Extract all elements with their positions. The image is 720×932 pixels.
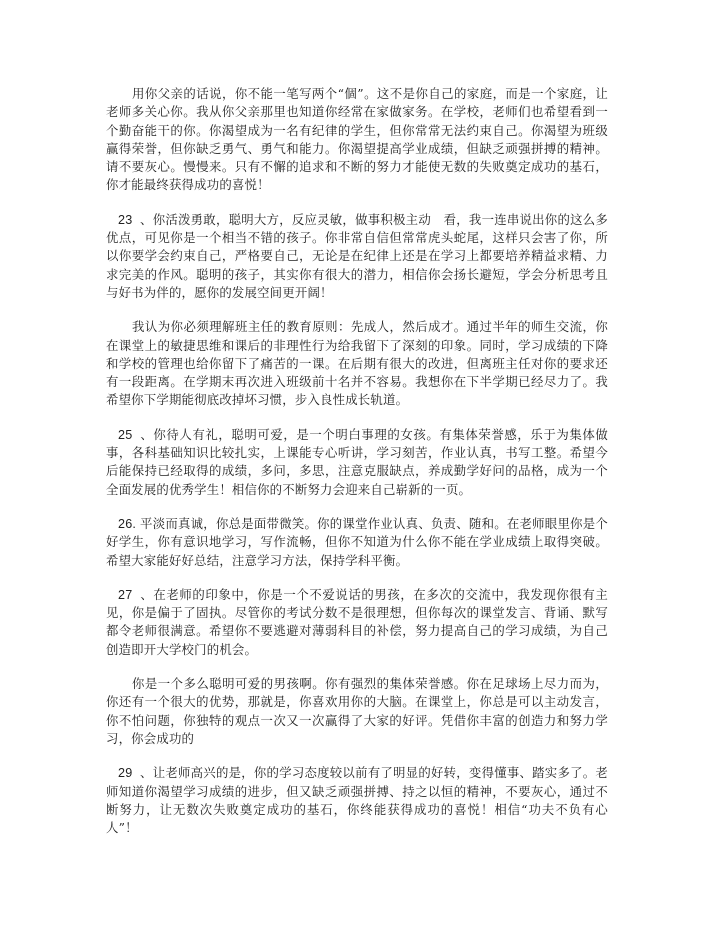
- paragraph-text: 平淡而真诚，你总是面带微笑。你的课堂作业认真、负责、随和。在老师眼里你是个好学生，你有意识地学习，写作流畅，但你不知道为什么你不能在学业成绩上取得突破。希望大家能好好总结，注意学习方法，保持学科平衡。: [106, 515, 608, 568]
- paragraph-3: [106, 318, 608, 409]
- paragraph-7: [106, 675, 608, 748]
- paragraph-text: 我认为你必须理解班主任的教育原则：先成人，然后成才。通过半年的师生交流，你在课堂上的敏捷思维和课后的非理性行为给我留下了深刻的印象。同时，学习成绩的下降和学校的管理也给你留下了痛苦的一课。在后期有很大的改进，但离班主任对你的要求还有一段距离。在学期末再次进入班级前十名并不容易。我想你在下半学期已经尽力了。我希望你下学期能彻底改掉坏习惯，步入良性成长轨道。: [106, 319, 608, 408]
- paragraph-number: 25: [118, 427, 133, 442]
- paragraph-text: 、你待人有礼，聪明可爱，是一个明白事理的女孩。有集体荣誉感，乐于为集体做事，各科基础知识比较扎实，上课能专心听讲，学习刻苦，作业认真，书写工整。希望今后能保持已经取得的成绩，多问，多思，注意克服缺点，养成勤学好问的品格，成为一个全面发展的优秀学生！相信你的不断努力会迎来自己崭新的一页。: [106, 426, 608, 497]
- paragraph-text: 、让老师高兴的是，你的学习态度较以前有了明显的好转，变得懂事、踏实多了。老师知道你渴望学习成绩的进步，但又缺乏顽强拼搏、持之以恒的精神，不要灰心，通过不断努力，让无数次失败奠定成功的基石，你终能获得成功的喜悦！相信“功夫不负有心人”！: [106, 765, 608, 836]
- paragraph-number: 23: [118, 212, 133, 227]
- paragraph-27: [106, 586, 608, 659]
- paragraph-29: [106, 764, 608, 837]
- paragraph-text: 、你活泼勇敢，聪明大方，反应灵敏，做事积极主动 看，我一连串说出你的这么多优点，可见你是一个相当不错的孩子。你非常自信但常常虎头蛇尾，这样只会害了你，所以你要学会约束自己，严格要自己，无论是在纪律上还是在学习上都要培养精益求精、力求完美的作风。聪明的孩子，其实你有很大的潜力，相信你会扬长避短，学会分析思考且与好书为伴的，愿你的发展空间更开阔！: [106, 211, 608, 300]
- paragraph-text: 你是一个多么聪明可爱的男孩啊。你有强烈的集体荣誉感。你在足球场上尽力而为，你还有一个很大的优势，那就是，你喜欢用你的大脑。在课堂上，你总是可以主动发言，你不怕问题，你独特的观点一次又一次赢得了大家的好评。凭借你丰富的创造力和努力学习，你会成功的: [106, 676, 608, 746]
- paragraph-25: [106, 426, 608, 499]
- paragraph-number: 26.: [118, 516, 137, 531]
- paragraph-number: 27: [118, 587, 133, 602]
- paragraph-number: 29: [118, 766, 133, 781]
- paragraph-text: 、在老师的印象中，你是一个不爱说话的男孩，在多次的交流中，我发现你很有主见，你是偏于了固执。尽管你的考试分数不是很理想，但你每次的课堂发言、背诵、默写都令老师很满意。希望你不要逃避对薄弱科目的补偿，努力提高自己的学习成绩，为自己创造即开大学校门的机会。: [106, 586, 608, 657]
- paragraph-1: [106, 85, 608, 195]
- paragraph-23: [106, 211, 608, 302]
- document-page: [106, 85, 608, 837]
- paragraph-text: 用你父亲的话说，你不能一笔写两个“個”。这不是你自己的家庭，而是一个家庭，让老师多关心你。我从你父亲那里也知道你经常在家做家务。在学校，老师们也希望看到一个勤奋能干的你。你渴望成为一名有纪律的学生，但你常常无法约束自己。你渴望为班级赢得荣誉，但你缺乏勇气、勇气和能力。你渴望提高学业成绩，但缺乏顽强拼搏的精神。请不要灰心。慢慢来。只有不懈的追求和不断的努力才能使无数的失败奠定成功的基石，你才能最终获得成功的喜悦！: [106, 86, 608, 193]
- paragraph-26: [106, 515, 608, 570]
